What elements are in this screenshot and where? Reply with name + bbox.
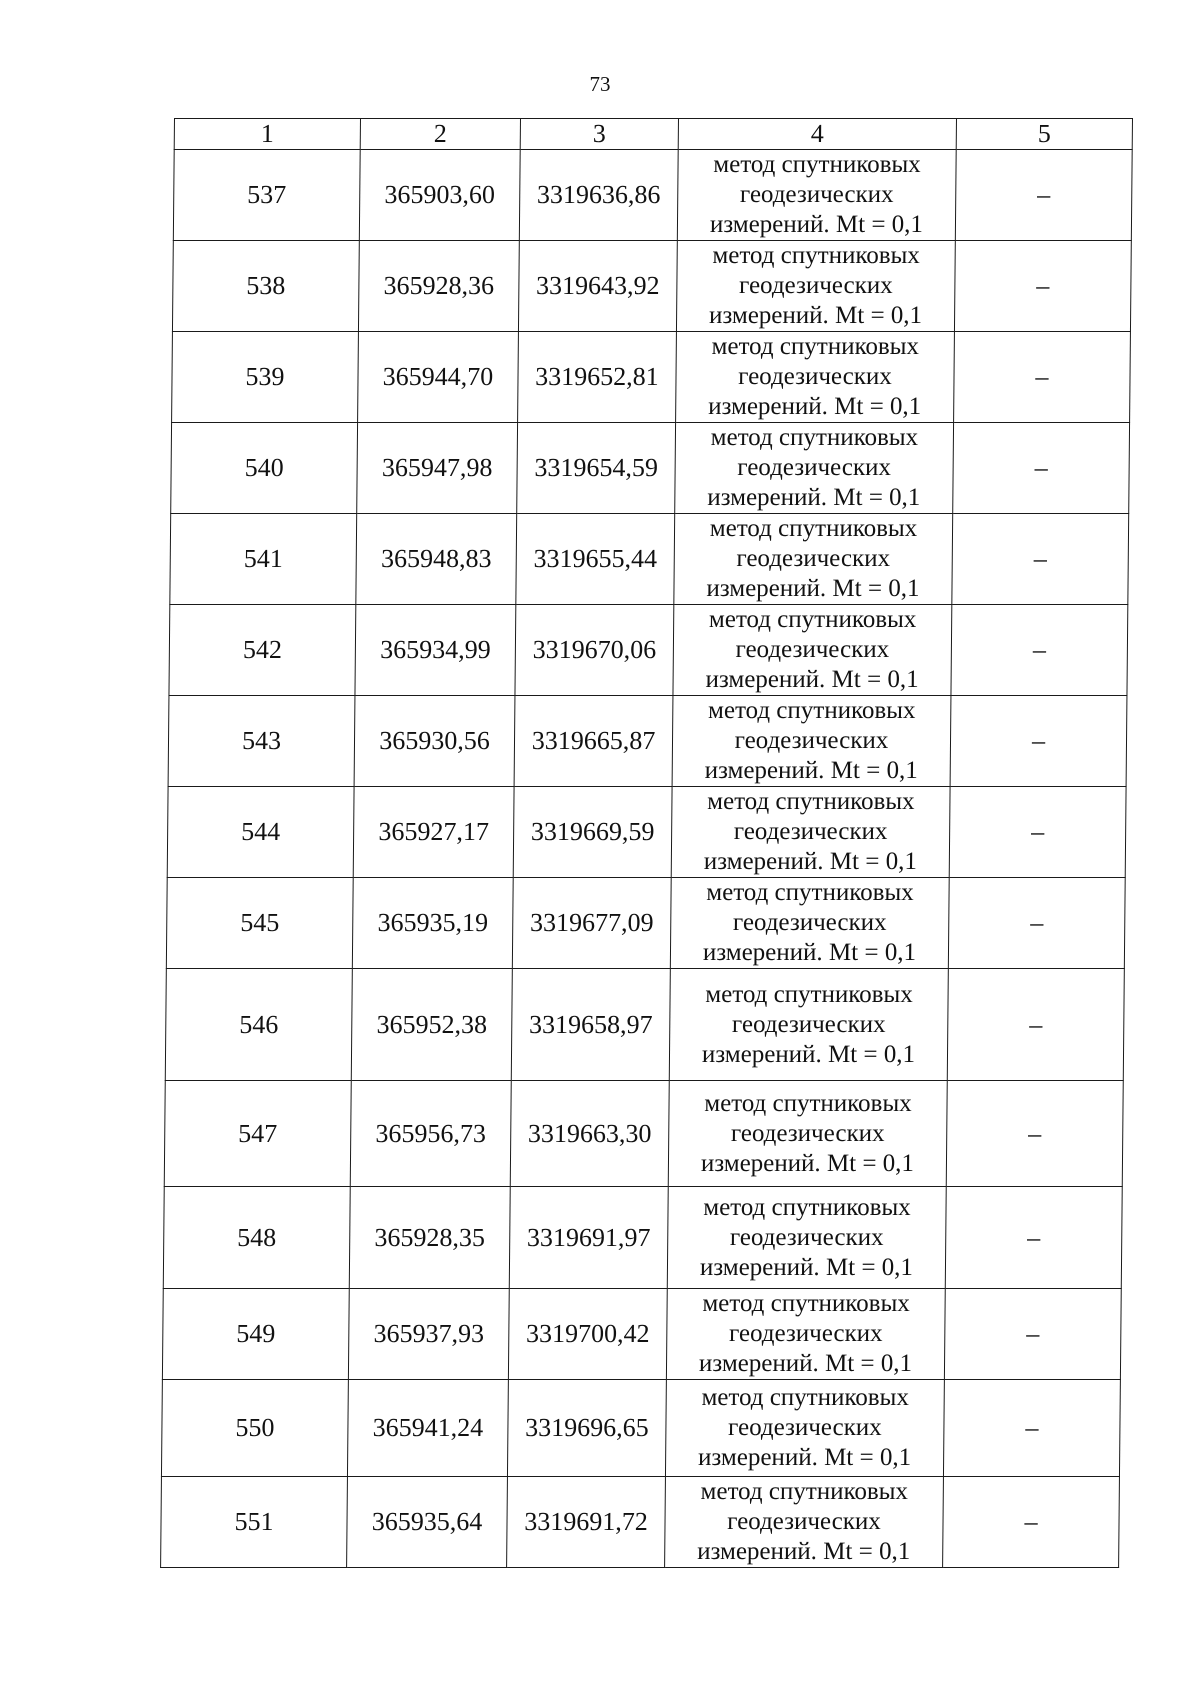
coordinates-table [160, 118, 1133, 1568]
table-row [170, 514, 1129, 605]
table-row [164, 1081, 1123, 1187]
x-coordinate-cell: 365952,38 [351, 969, 512, 1081]
method-cell: метод спутниковых геодезических измерений. Mt = 0,1 [677, 150, 956, 241]
table-row [166, 878, 1125, 969]
y-coordinate-cell: 3319670,06 [515, 605, 674, 696]
y-coordinate-cell: 3319663,30 [510, 1081, 669, 1187]
x-coordinate-cell: 365930,56 [354, 696, 515, 787]
table-header-row [174, 119, 1132, 150]
column-header-y: 3 [520, 119, 678, 150]
note-cell: – [943, 1380, 1120, 1477]
point-cell: 546 [165, 969, 352, 1081]
note-cell: – [947, 969, 1124, 1081]
table-row [167, 787, 1126, 878]
note-cell: – [954, 241, 1131, 332]
x-coordinate-cell: 365941,24 [347, 1380, 508, 1477]
x-coordinate-cell: 365956,73 [350, 1081, 511, 1187]
x-coordinate-cell: 365903,60 [359, 150, 520, 241]
y-coordinate-cell: 3319652,81 [518, 332, 677, 423]
note-cell: – [945, 1187, 1122, 1289]
note-cell: – [946, 1081, 1123, 1187]
y-coordinate-cell: 3319665,87 [514, 696, 673, 787]
note-cell: – [944, 1289, 1121, 1380]
x-coordinate-cell: 365935,19 [352, 878, 513, 969]
table-row [173, 150, 1132, 241]
y-coordinate-cell: 3319658,97 [511, 969, 670, 1081]
point-cell: 551 [161, 1477, 348, 1568]
y-coordinate-cell: 3319636,86 [519, 150, 678, 241]
table-row [172, 332, 1131, 423]
point-cell: 545 [166, 878, 353, 969]
page-number: 73 [589, 72, 611, 96]
y-coordinate-cell: 3319669,59 [513, 787, 672, 878]
method-cell: метод спутниковых геодезических измерений. Mt = 0,1 [676, 332, 955, 423]
x-coordinate-cell: 365937,93 [348, 1289, 509, 1380]
note-cell: – [950, 696, 1127, 787]
column-header-point: 1 [174, 119, 360, 150]
y-coordinate-cell: 3319643,92 [518, 241, 677, 332]
table-row [171, 423, 1130, 514]
table-row [168, 696, 1127, 787]
point-cell: 547 [164, 1081, 351, 1187]
x-coordinate-cell: 365928,36 [358, 241, 519, 332]
table-row [165, 969, 1124, 1081]
method-cell: метод спутниковых геодезических измерений. Mt = 0,1 [665, 1380, 944, 1477]
x-coordinate-cell: 365944,70 [358, 332, 519, 423]
method-cell: метод спутниковых геодезических измерений. Mt = 0,1 [665, 1477, 944, 1568]
column-header-method: 4 [678, 119, 956, 150]
point-cell: 549 [162, 1289, 349, 1380]
note-cell: – [943, 1477, 1120, 1568]
y-coordinate-cell: 3319700,42 [508, 1289, 667, 1380]
column-header-x: 2 [360, 119, 520, 150]
method-cell: метод спутниковых геодезических измерений. Mt = 0,1 [673, 605, 952, 696]
note-cell: – [953, 423, 1130, 514]
method-cell: метод спутниковых геодезических измерений. Mt = 0,1 [671, 787, 950, 878]
point-cell: 548 [163, 1187, 350, 1289]
method-cell: метод спутниковых геодезических измерений. Mt = 0,1 [667, 1187, 946, 1289]
table-row [172, 241, 1131, 332]
point-cell: 550 [161, 1380, 348, 1477]
note-cell: – [951, 605, 1128, 696]
table-row [162, 1289, 1121, 1380]
x-coordinate-cell: 365927,17 [353, 787, 514, 878]
x-coordinate-cell: 365935,64 [347, 1477, 508, 1568]
method-cell: метод спутниковых геодезических измерений. Mt = 0,1 [670, 878, 949, 969]
note-cell: – [955, 150, 1132, 241]
note-cell: – [954, 332, 1131, 423]
table-row [169, 605, 1128, 696]
point-cell: 538 [172, 241, 359, 332]
y-coordinate-cell: 3319655,44 [516, 514, 675, 605]
x-coordinate-cell: 365928,35 [349, 1187, 510, 1289]
table-row [161, 1380, 1120, 1477]
y-coordinate-cell: 3319677,09 [512, 878, 671, 969]
method-cell: метод спутниковых геодезических измерений. Mt = 0,1 [669, 969, 948, 1081]
method-cell: метод спутниковых геодезических измерений. Mt = 0,1 [666, 1289, 945, 1380]
y-coordinate-cell: 3319654,59 [517, 423, 676, 514]
method-cell: метод спутниковых геодезических измерений. Mt = 0,1 [674, 514, 953, 605]
point-cell: 540 [171, 423, 358, 514]
point-cell: 539 [172, 332, 359, 423]
point-cell: 542 [169, 605, 356, 696]
method-cell: метод спутниковых геодезических измерений. Mt = 0,1 [676, 241, 955, 332]
y-coordinate-cell: 3319691,97 [509, 1187, 668, 1289]
note-cell: – [948, 878, 1125, 969]
point-cell: 543 [168, 696, 355, 787]
method-cell: метод спутниковых геодезических измерений. Mt = 0,1 [675, 423, 954, 514]
point-cell: 541 [170, 514, 357, 605]
table-body [161, 150, 1133, 1568]
point-cell: 537 [173, 150, 360, 241]
table-row [163, 1187, 1122, 1289]
method-cell: метод спутниковых геодезических измерений. Mt = 0,1 [672, 696, 951, 787]
method-cell: метод спутниковых геодезических измерений. Mt = 0,1 [668, 1081, 947, 1187]
y-coordinate-cell: 3319696,65 [507, 1380, 666, 1477]
point-cell: 544 [167, 787, 354, 878]
note-cell: – [952, 514, 1129, 605]
x-coordinate-cell: 365934,99 [355, 605, 516, 696]
note-cell: – [949, 787, 1126, 878]
y-coordinate-cell: 3319691,72 [507, 1477, 666, 1568]
column-header-note: 5 [956, 119, 1132, 150]
x-coordinate-cell: 365948,83 [356, 514, 517, 605]
table-row [161, 1477, 1120, 1568]
x-coordinate-cell: 365947,98 [357, 423, 518, 514]
